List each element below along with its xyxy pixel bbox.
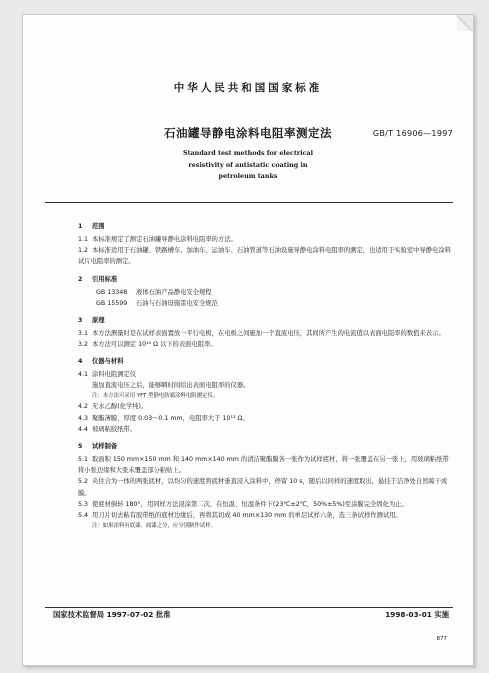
clause-number: 5.1	[78, 456, 89, 464]
reference-code: GB 13348	[96, 288, 128, 296]
section-title: 试样制备	[92, 443, 118, 451]
section-number: 2	[78, 275, 83, 283]
section-title: 引用标准	[92, 275, 118, 283]
section-number: 1	[78, 223, 83, 230]
page-corner-fold	[457, 15, 473, 31]
clause	[78, 369, 453, 380]
section-heading	[78, 315, 453, 326]
header-rule	[45, 202, 453, 203]
clause-number: 4.4	[78, 425, 89, 433]
clause-note: 注：本方法可采用 YFT 型静电防腐涂料电阻测定仪。	[92, 393, 219, 400]
footer-rule	[45, 607, 453, 608]
clause-text: 玻璃粘胶纸带。	[92, 425, 137, 433]
clause-text: 用刀片切去粘有胶带纸的底材边缘后，再将其切成 40 mm×130 mm 的单层试样六条，选三条试样作测试用。	[92, 512, 402, 520]
clause	[78, 424, 453, 435]
clause-text: 无水乙醇(化学纯)。	[92, 403, 148, 411]
clause-number: 5.2	[78, 478, 89, 486]
clause-description: 施加直流电压之后，能够瞬时间给出表面电阻率的仪器。	[92, 382, 250, 390]
section-number: 5	[78, 443, 83, 451]
clause	[78, 499, 453, 510]
clause-number: 4.1	[78, 371, 89, 379]
issuer-heading: 中华人民共和国国家标准	[173, 82, 323, 94]
reference-name: 液体石油产品静电安全规程	[136, 288, 212, 296]
clause-text: 本方法测量时是在试样表面置放一平行电极，在电极之间施加一个直流电压，其间所产生的电流值以表面电阻率的数值来表示。	[92, 329, 445, 337]
standard-title-en	[23, 148, 473, 183]
clause-text: 涂料电阻测定仪	[92, 371, 137, 379]
clause-number: 3.1	[78, 329, 89, 337]
section-title: 仪器与材料	[92, 358, 124, 366]
title-en-line: resistivity of antistatic coating in	[188, 160, 308, 169]
clause-text: 聚酯薄膜，厚度 0.03～0.1 mm，电阻率大于 10¹³ Ω。	[92, 414, 249, 422]
clause-note: 注：如果涂料有底漆、面漆之分，应分别制作试样。	[92, 523, 216, 530]
clause-number: 5.3	[78, 500, 89, 508]
section-heading	[78, 441, 453, 452]
section-title: 范围	[92, 223, 105, 230]
section-heading	[78, 274, 453, 285]
title-en-line: petroleum tanks	[218, 172, 278, 180]
clause	[78, 339, 453, 350]
clause-number: 5.4	[78, 512, 89, 520]
standard-number: GB/T 16906—1997	[372, 129, 453, 138]
reference-code: GB 15599	[96, 299, 128, 307]
clause-number: 1.1	[78, 236, 89, 243]
clause	[78, 476, 453, 498]
clause-text: 使底材倒转 180°，用同样方法浸涂第二次，在恒温、恒湿条件下(23℃±2℃，50%±5%)至涂膜完全固化为止。	[92, 500, 408, 508]
page-number: 877	[436, 636, 447, 642]
clause-number: 3.2	[78, 340, 89, 348]
clause-number: 1.2	[78, 247, 89, 255]
clause-number: 4.3	[78, 414, 89, 422]
clause-text: 取面积 150 mm×150 mm 和 140 mm×140 mm 的清洁聚酯膜各一张作为试样底材，将一张覆盖在另一张上，用玻璃粘纸带将小张边缘和大张未覆盖部分粘贴上。	[78, 456, 449, 475]
implementation-date: 1998-03-01 实施	[385, 610, 449, 619]
reference-item	[78, 287, 453, 298]
clause-number: 4.2	[78, 403, 89, 411]
clause	[78, 413, 453, 424]
section-number: 3	[78, 316, 83, 324]
document-body	[78, 218, 453, 531]
section-number: 4	[78, 358, 83, 366]
clause-text: 本标准规定了测定石油罐导静电涂料电阻率的方法。	[92, 236, 237, 243]
clause	[78, 401, 453, 412]
clause	[78, 328, 453, 339]
clause-text: 夹住合为一体的两张底材，以均匀的速度将底材垂直浸入涂料中，停留 10 s，随后以同样的速度取出，悬挂于洁净处自然晾干或膜。	[78, 478, 448, 497]
document-page	[22, 14, 474, 666]
clause	[78, 510, 453, 521]
section-heading	[78, 221, 453, 232]
approval-date: 国家技术监督局 1997-07-02 批准	[53, 610, 171, 619]
standard-title-cn: 石油罐导静电涂料电阻率测定法	[164, 126, 332, 140]
section-title: 原理	[92, 316, 105, 324]
title-en-line: Standard test methods for electrical	[182, 149, 314, 157]
clause-text: 本方法可以测定 10¹⁰ Ω 以下的表面电阻率。	[92, 340, 217, 348]
clause	[78, 245, 453, 267]
section-heading	[78, 356, 453, 367]
clause	[78, 234, 453, 245]
clause	[78, 454, 453, 476]
clause-text: 本标准适用于石油罐、铁路槽车、加油车、运油车、石油管道等石油设施导静电涂料电阻率的测定，也适用于实验室中导静电涂料试片电阻率的测定。	[78, 247, 451, 266]
reference-item	[78, 298, 453, 309]
reference-name: 石油与石油设施雷电安全规范	[136, 299, 218, 307]
